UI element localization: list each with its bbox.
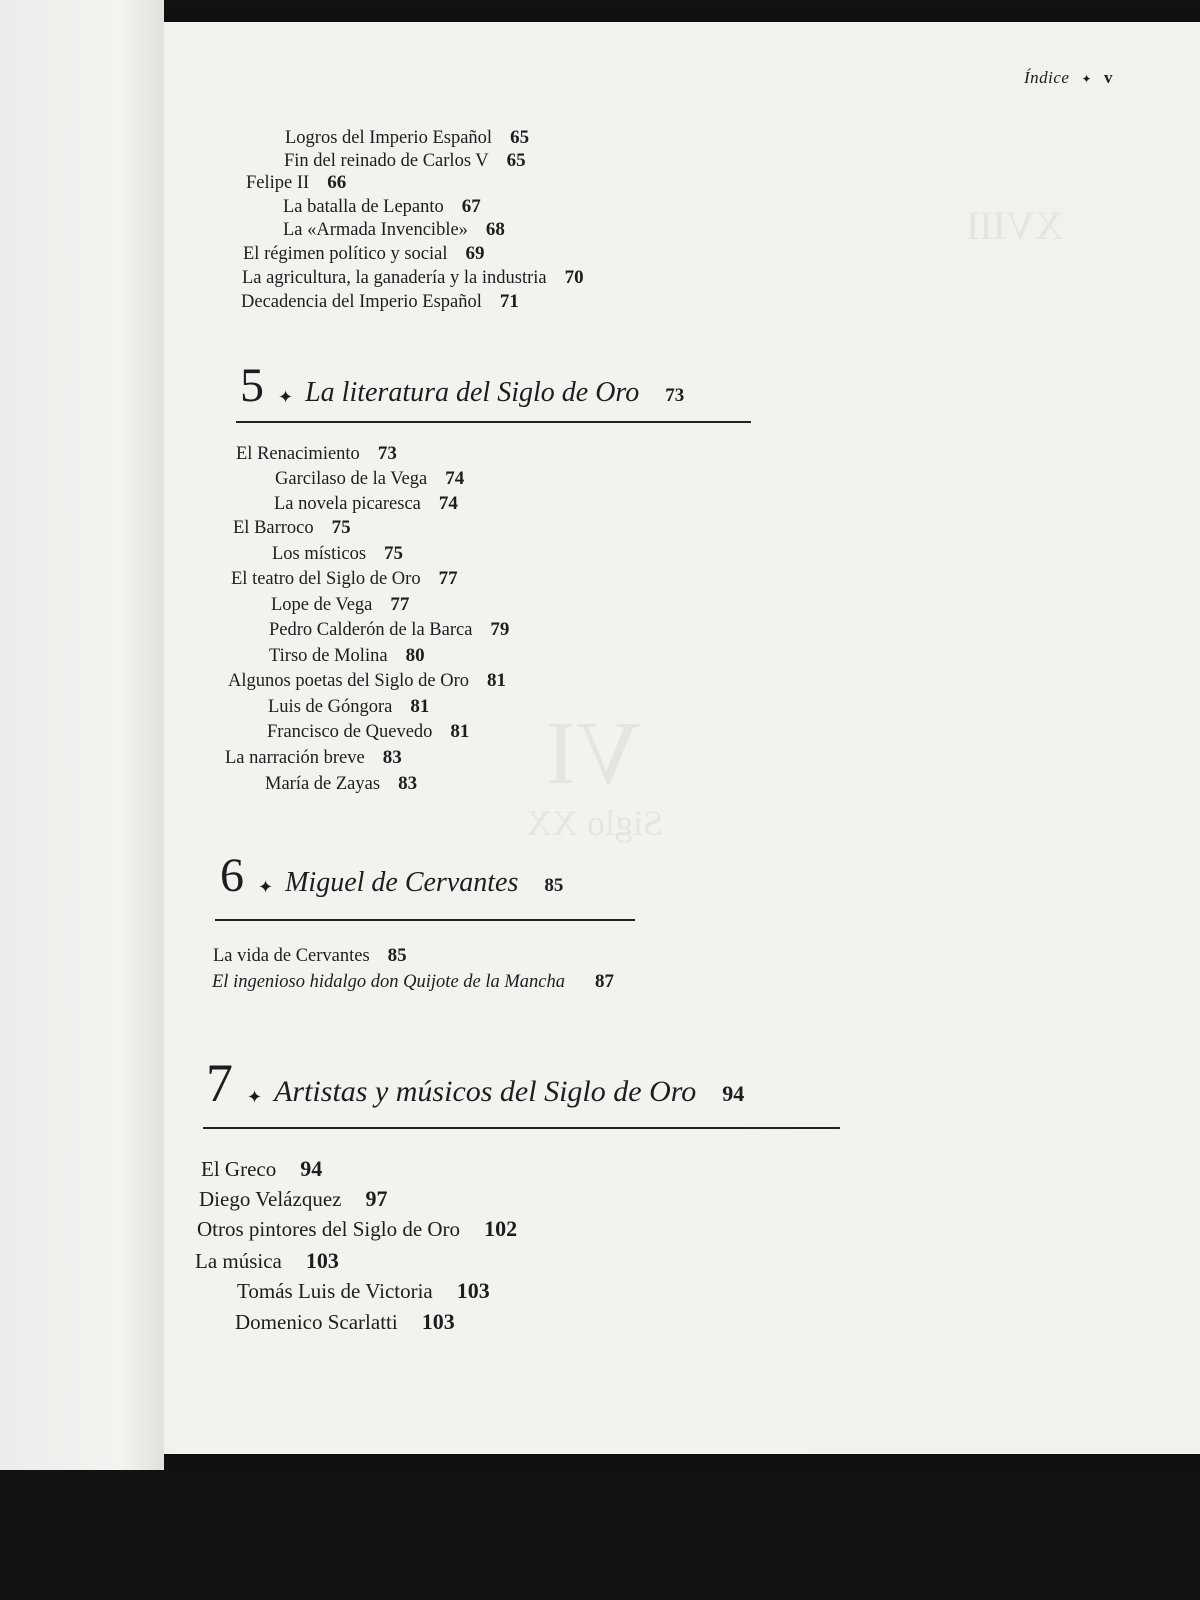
chapter-page: 73 xyxy=(665,385,685,406)
chapter-page: 94 xyxy=(722,1081,745,1106)
toc-entry: El Barroco 75 xyxy=(233,517,351,538)
star-ornament-icon: ✦ xyxy=(278,387,294,408)
toc-entry: Luis de Góngora 81 xyxy=(268,696,430,717)
star-ornament-icon: ✦ xyxy=(1081,72,1093,86)
chapter-title: Artistas y músicos del Siglo de Oro xyxy=(274,1075,697,1108)
toc-entry: Logros del Imperio Español 65 xyxy=(285,127,530,148)
toc-entry: Los místicos 75 xyxy=(272,543,404,564)
toc-entry: Felipe II 66 xyxy=(246,172,347,193)
chapter-rule xyxy=(236,421,751,423)
toc-entry: Domenico Scarlatti 103 xyxy=(235,1309,455,1334)
chapter-title: Miguel de Cervantes xyxy=(285,867,519,898)
chapter-number: 7 xyxy=(206,1053,233,1113)
facing-page-edge xyxy=(0,0,164,1470)
chapter-number: 5 xyxy=(240,359,264,412)
chapter-heading xyxy=(220,849,564,902)
toc-entry: Lope de Vega 77 xyxy=(271,594,410,615)
chapter-number: 6 xyxy=(220,849,244,902)
toc-entry: El régimen político y social 69 xyxy=(243,243,485,264)
show-through-text: Siglo XX xyxy=(526,803,664,843)
toc-entry: La «Armada Invencible» 68 xyxy=(283,219,505,240)
toc-entry: La batalla de Lepanto 67 xyxy=(283,196,481,217)
toc-entry: Tomás Luis de Victoria 103 xyxy=(237,1278,490,1303)
toc-entry: La narración breve 83 xyxy=(225,747,402,768)
toc-entry: El ingenioso hidalgo don Quijote de la Mancha 87 xyxy=(212,971,614,992)
page-folio: v xyxy=(1104,68,1114,87)
toc-entry: Tirso de Molina 80 xyxy=(269,645,425,666)
toc-entry: Diego Velázquez 97 xyxy=(199,1186,388,1211)
chapter-rule xyxy=(203,1127,840,1129)
show-through-text: XVIII xyxy=(966,203,1064,248)
toc-entry: La vida de Cervantes 85 xyxy=(213,945,407,966)
chapter-heading xyxy=(240,359,685,412)
toc-entry: La novela picaresca 74 xyxy=(274,493,458,514)
toc-entry: El Renacimiento 73 xyxy=(236,443,397,464)
star-ornament-icon: ✦ xyxy=(258,877,274,898)
toc-entry: Algunos poetas del Siglo de Oro 81 xyxy=(228,670,506,691)
toc-entry: María de Zayas 83 xyxy=(265,773,418,794)
toc-entry: El teatro del Siglo de Oro 77 xyxy=(231,568,458,589)
show-through-text: VI xyxy=(546,704,641,803)
toc-entry: Decadencia del Imperio Español 71 xyxy=(241,291,519,312)
chapter-rule xyxy=(215,919,635,921)
toc-entry: Pedro Calderón de la Barca 79 xyxy=(269,619,510,640)
running-head-title: Índice xyxy=(1024,68,1070,87)
chapter-title: La literatura del Siglo de Oro xyxy=(305,377,640,408)
toc-entry: Garcilaso de la Vega 74 xyxy=(275,468,465,489)
chapter-page: 85 xyxy=(544,875,564,896)
chapter-heading xyxy=(206,1053,745,1113)
toc-entry: El Greco 94 xyxy=(201,1156,323,1181)
toc-entry: La agricultura, la ganadería y la industria 70 xyxy=(242,267,584,288)
toc-entry: Fin del reinado de Carlos V 65 xyxy=(284,150,526,171)
star-ornament-icon: ✦ xyxy=(247,1087,263,1108)
toc-entry: Francisco de Quevedo 81 xyxy=(267,721,470,742)
running-head xyxy=(1024,68,1113,88)
toc-entry: La música 103 xyxy=(195,1248,339,1273)
toc-entry: Otros pintores del Siglo de Oro 102 xyxy=(197,1216,518,1241)
